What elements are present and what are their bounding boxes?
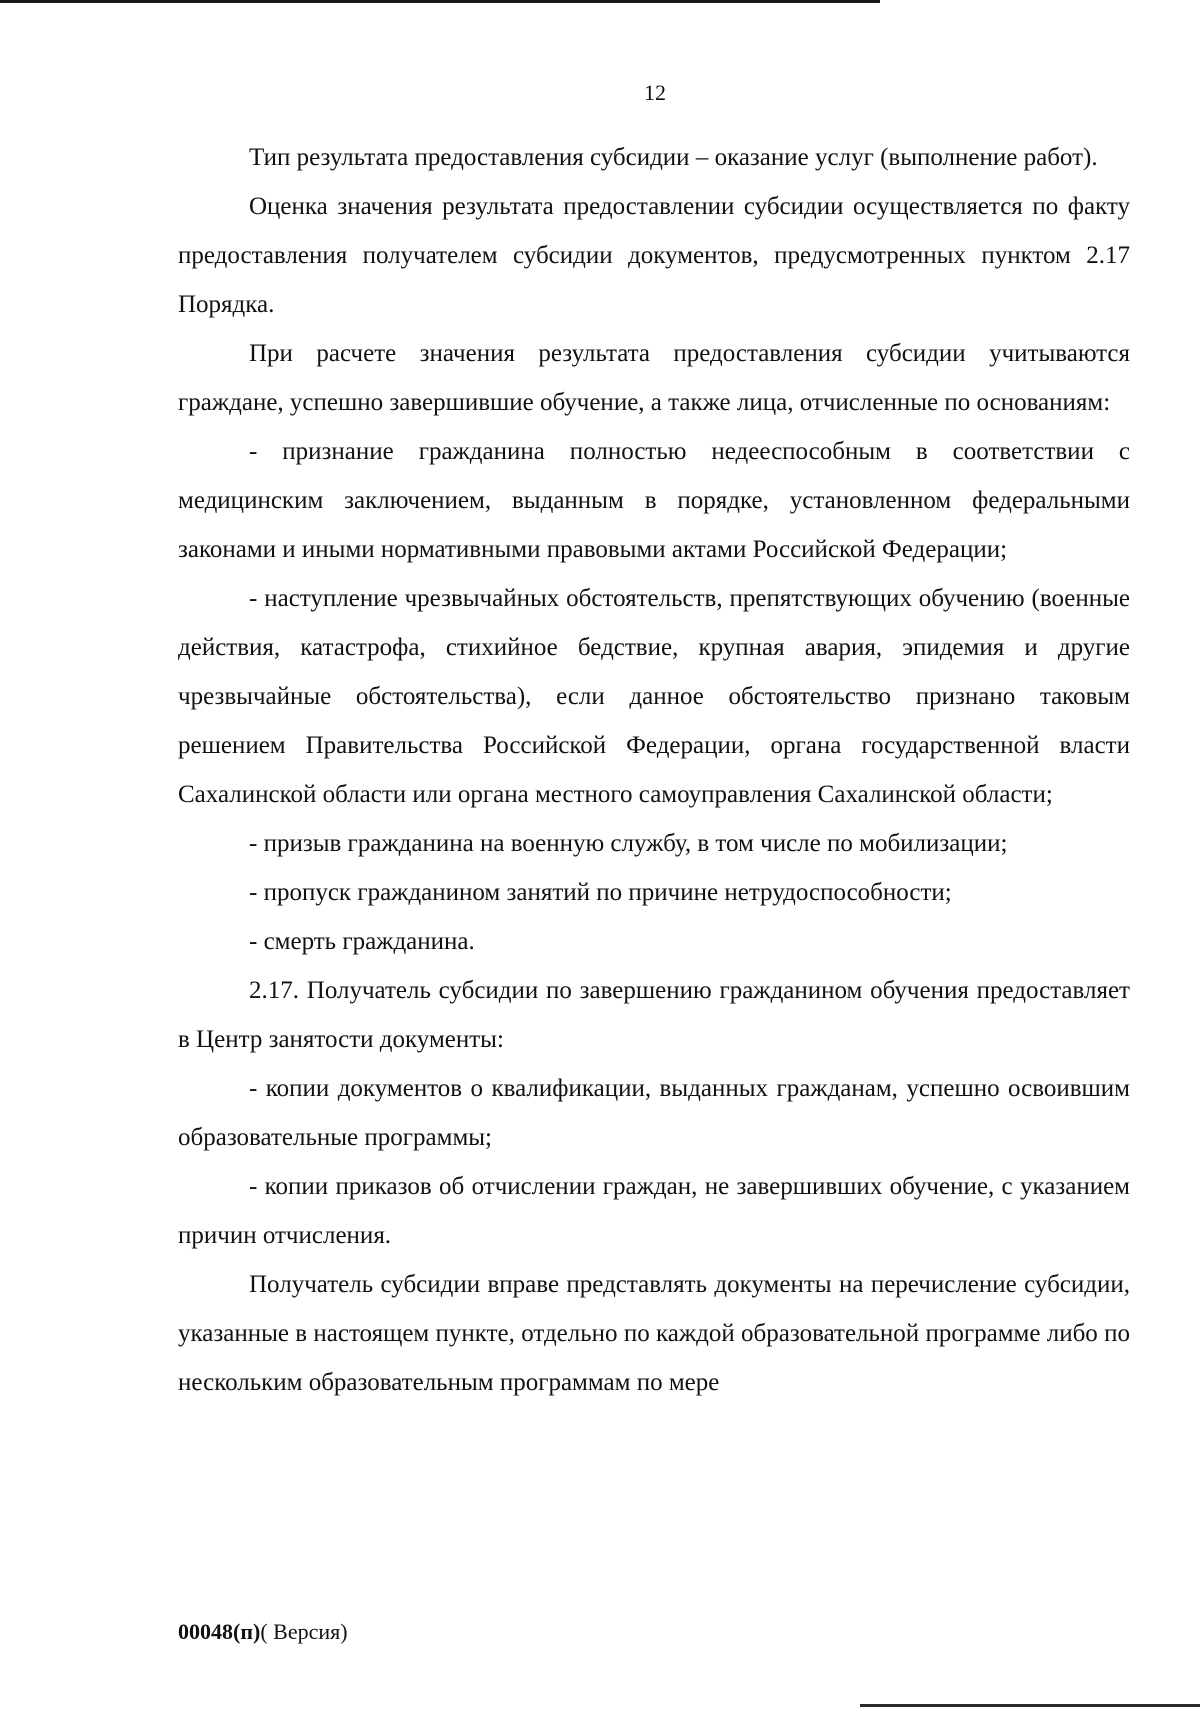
paragraph: При расчете значения результата предоставления субсидии учитываются граждане, успешно завершившие обучение, а также лица, отчисленные по основаниям:: [178, 340, 1130, 416]
paragraph: Тип результата предоставления субсидии – оказание услуг (выполнение работ).: [249, 144, 1098, 171]
list-item: - наступление чрезвычайных обстоятельств, препятствующих обучению (военные действия, катастрофа, стихийное бедствие, крупная авария, эпидемия и другие чрезвычайные обстоятельства), если данное обстоятельство признано таковым решением Правительства Российской Федерации, органа государственной власти Сахалинской области или органа местного самоуправления Сахалинской области;: [178, 585, 1130, 808]
list-item: - смерть гражданина.: [249, 928, 475, 955]
document-body: [178, 133, 1130, 1407]
page-number: 12: [644, 80, 666, 105]
paragraph: 2.17. Получатель субсидии по завершению гражданином обучения предоставляет в Центр занятости документы:: [178, 977, 1130, 1053]
paragraph: Оценка значения результата предоставлении субсидии осуществляется по факту предоставления получателем субсидии документов, предусмотренных пунктом 2.17 Порядка.: [178, 193, 1130, 318]
list-item: - призыв гражданина на военную службу, в том числе по мобилизации;: [249, 830, 1008, 857]
list-item: - копии документов о квалификации, выданных гражданам, успешно освоившим образовательные программы;: [178, 1075, 1130, 1151]
document-number: 00048(п): [178, 1619, 261, 1644]
document-code: [178, 1617, 348, 1647]
scan-edge-top: [0, 0, 880, 3]
document-version: ( Версия): [260, 1619, 348, 1644]
list-item: - признание гражданина полностью недееспособным в соответствии с медицинским заключением, выданным в порядке, установленном федеральными законами и иными нормативными правовыми актами Российской Федерации;: [178, 438, 1130, 563]
paragraph: Получатель субсидии вправе представлять документы на перечисление субсидии, указанные в настоящем пункте, отдельно по каждой образовательной программе либо по нескольким образовательным программам по мере: [178, 1271, 1130, 1396]
scan-edge-bottom: [860, 1704, 1200, 1707]
list-item: - копии приказов об отчислении граждан, не завершивших обучение, с указанием причин отчисления.: [178, 1173, 1130, 1249]
list-item: - пропуск гражданином занятий по причине нетрудоспособности;: [249, 879, 952, 906]
